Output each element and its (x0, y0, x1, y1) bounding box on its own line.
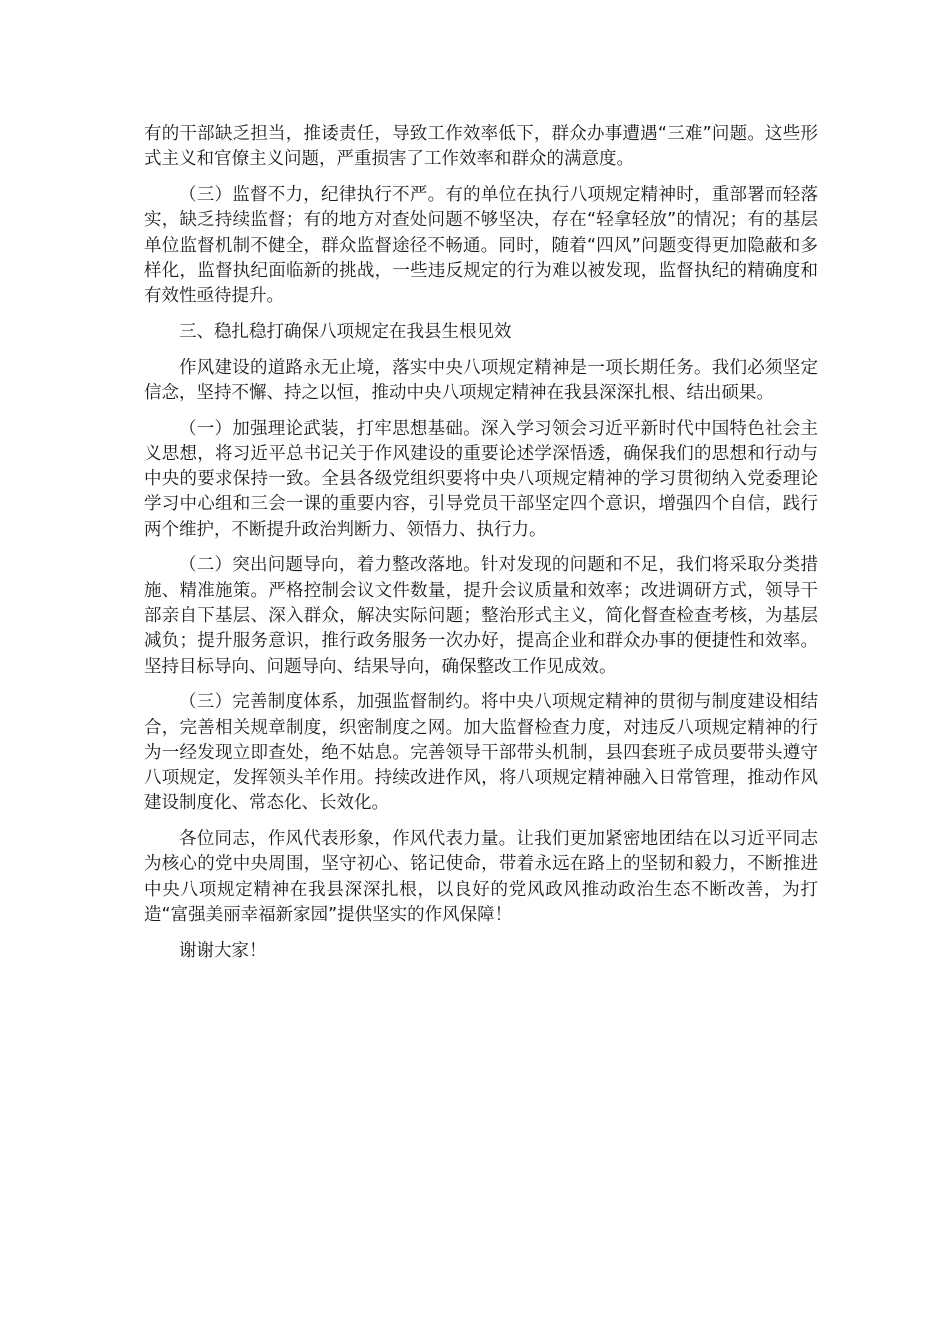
paragraph-section-intro: 作风建设的道路永无止境，落实中央八项规定精神是一项长期任务。我们必须坚定信念，坚持不懈、持之以恒，推动中央八项规定精神在我县深深扎根、结出硕果。 (144, 357, 818, 403)
paragraph-system: （三）完善制度体系，加强监督制约。将中央八项规定精神的贯彻与制度建设相结合，完善相关规章制度，织密制度之网。加大监督检查力度，对违反八项规定精神的行为一经发现立即查处，绝不姑息。完善领导干部带头机制，县四套班子成员要带头遵守八项规定，发挥领头羊作用。持续改进作风，将八项规定精神融入日常管理，推动作风建设制度化、常态化、长效化。 (144, 692, 818, 814)
paragraph-thanks: 谢谢大家！ (179, 940, 267, 961)
paragraph-supervision-issue: （三）监督不力，纪律执行不严。有的单位在执行八项规定精神时，重部署而轻落实，缺乏持续监督；有的地方对查处问题不够坚决，存在“轻拿轻放”的情况；有的基层单位监督机制不健全，群众监督途径不畅通。同时，随着“四风”问题变得更加隐蔽和多样化，监督执纪面临新的挑战，一些违反规定的行为难以被发现，监督执纪的精确度和有效性亟待提升。 (144, 184, 818, 307)
section-heading-three: 三、稳扎稳打确保八项规定在我县生根见效 (179, 321, 512, 342)
paragraph-theory: （一）加强理论武装，打牢思想基础。深入学习领会习近平新时代中国特色社会主义思想，将习近平总书记关于作风建设的重要论述学深悟透，确保我们的思想和行动与中央的要求保持一致。全县各级党组织要将中央八项规定精神的学习贯彻纳入党委理论学习中心组和三会一课的重要内容，引导党员干部坚定四个意识，增强四个自信，践行两个维护，不断提升政治判断力、领悟力、执行力。 (144, 418, 818, 540)
document-page (144, 122, 818, 974)
paragraph-closing: 各位同志，作风代表形象，作风代表力量。让我们更加紧密地团结在以习近平同志为核心的党中央周围，坚守初心、铭记使命，带着永远在路上的坚韧和毅力，不断推进中央八项规定精神在我县深深扎根，以良好的党风政风推动政治生态不断改善，为打造“富强美丽幸福新家园”提供坚实的作风保障！ (144, 829, 818, 926)
paragraph-continuation: 有的干部缺乏担当，推诿责任，导致工作效率低下，群众办事遭遇“三难”问题。这些形式主义和官僚主义问题，严重损害了工作效率和群众的满意度。 (144, 124, 818, 170)
paragraph-problem-orientation: （二）突出问题导向，着力整改落地。针对发现的问题和不足，我们将采取分类措施、精准施策。严格控制会议文件数量，提升会议质量和效率；改进调研方式，领导干部亲自下基层、深入群众，解决实际问题；整治形式主义，简化督查检查考核，为基层减负；提升服务意识，推行政务服务一次办好，提高企业和群众办事的便捷性和效率。坚持目标导向、问题导向、结果导向，确保整改工作见成效。 (144, 555, 818, 677)
